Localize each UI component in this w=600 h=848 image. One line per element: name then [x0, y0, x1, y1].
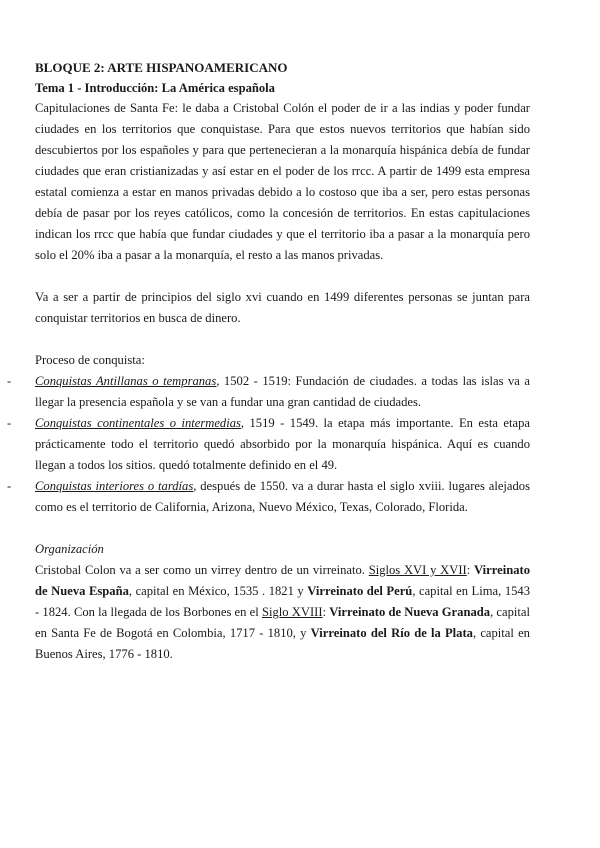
org-text: :	[322, 605, 330, 619]
conquest-description: , después de 1550. va a durar hasta el siglo xviii. lugares alejados como es el territorio de California, Arizona, Nuevo México, Texas, Colorado, Florida.	[35, 479, 530, 514]
org-text: :	[466, 563, 475, 577]
virreinato-peru: Virreinato del Perú	[307, 584, 413, 598]
list-item	[7, 371, 530, 413]
siglo-xvi-paragraph: Va a ser a partir de principios del siglo xvi cuando en 1499 diferentes personas se juntan para conquistar territorios en busca de dinero.	[35, 290, 530, 325]
conquest-description: , 1502 - 1519: Fundación de ciudades. a todas las islas va a llegar la presencia española y se van a fundar una gran cantidad de ciudades.	[35, 374, 530, 409]
document-title: BLOQUE 2: ARTE HISPANOAMERICANO	[35, 60, 288, 75]
list-item	[7, 476, 530, 518]
organization-heading: Organización	[35, 542, 104, 556]
org-century-xviii: Siglo XVIII	[261, 605, 323, 619]
bullet-dash: -	[7, 416, 12, 430]
document-body	[7, 58, 531, 665]
org-text: , capital en Santa Fe de Bogotá en Colombia, 1717 - 1810, y	[35, 605, 530, 640]
org-text: Cristobal Colon va a ser como un virrey dentro de un virreinato.	[35, 563, 369, 577]
conquest-list	[7, 371, 530, 518]
virreinato-nueva-espana: Virreinato de Nueva España	[35, 563, 530, 598]
bullet-dash: -	[7, 479, 12, 493]
org-centuries-xvi-xvii: Siglos XVI y XVII	[368, 563, 467, 577]
conquest-name: Conquistas Antillanas o tempranas	[35, 374, 217, 388]
list-item	[7, 413, 530, 476]
topic-subtitle: Tema 1 - Introducción: La América española	[35, 81, 275, 95]
virreinato-nueva-granada: Virreinato de Nueva Granada	[329, 605, 491, 619]
capitulaciones-paragraph: Capitulaciones de Santa Fe: le daba a Cristobal Colón el poder de ir a las indias y poder fundar ciudades en los territorios que conquistase. Para que estos nuevos territorios que habían sido descubiertos por los españoles y para que pertenecieran a la monarquía hispánica debía de fundar ciudades que eran cristianizadas y así estar en el poder de los rrcc. A partir de 1499 esta empresa estatal comienza a estar en manos privadas debido a lo costoso que iba a ser, pero estas personas debía de pasar por los reyes católicos, como la concesión de territorios. En estas capitulaciones indican los rrcc que había que fundar ciudades y que el territorio iba a pasar a la monarquía pero solo el 20% iba a pasar a la monarquía, el resto a las manos privadas.	[35, 101, 530, 262]
conquest-description: , 1519 - 1549. la etapa más importante. En esta etapa prácticamente todo el territorio quedó absorbido por la monarquía hispánica. Aquí es cuando llegan a todos los sitios. quedó totalmente definido en el 49.	[35, 416, 530, 472]
org-text: , capital en México, 1535 . 1821 y	[128, 584, 308, 598]
conquest-name: Conquistas interiores o tardías	[35, 479, 194, 493]
org-text: , capital en Lima, 1543 - 1824. Con la llegada de los Borbones en el	[35, 584, 531, 619]
bullet-dash: -	[7, 374, 12, 388]
conquest-name: Conquistas continentales o intermedias	[35, 416, 241, 430]
organization-paragraph	[35, 560, 530, 665]
org-text: , capital en Buenos Aires, 1776 - 1810.	[35, 626, 530, 661]
virreinato-rio-de-la-plata: Virreinato del Río de la Plata	[310, 626, 473, 640]
process-heading: Proceso de conquista:	[35, 353, 145, 367]
